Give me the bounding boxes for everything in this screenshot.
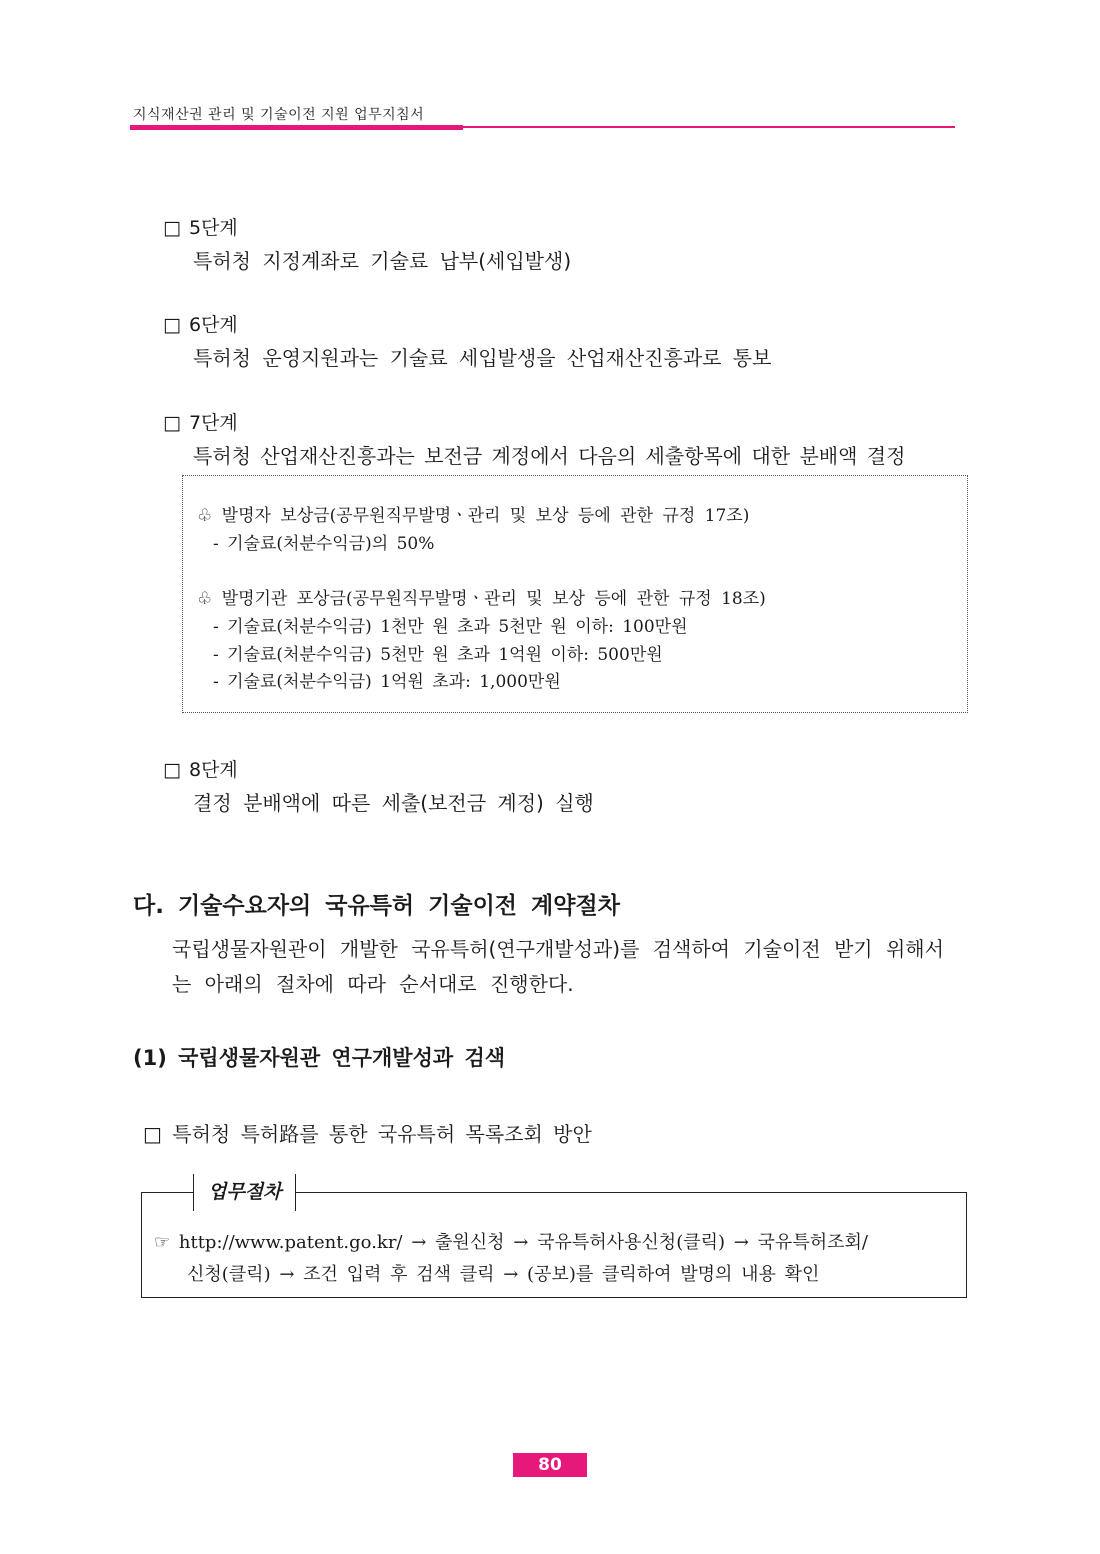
header-rule-accent <box>130 125 463 130</box>
checkbox-icon: □ <box>163 314 181 336</box>
step-8-description: 결정 분배액에 따른 세출(보전금 계정) 실행 <box>193 791 594 815</box>
section-title: 다. 기술수요자의 국유특허 기술이전 계약절차 <box>133 893 620 919</box>
step-7-description: 특허청 산업재산진흥과는 보전금 계정에서 다음의 세출항목에 대한 분배액 결정 <box>193 444 906 468</box>
checkbox-icon: □ <box>163 759 181 781</box>
club-icon: ♧ <box>197 506 213 526</box>
note-item: - 기술료(처분수익금)의 50% <box>213 534 435 554</box>
checkbox-icon: □ <box>143 1122 162 1146</box>
section-paragraph-line1: 국립생물자원관이 개발한 국유특허(연구개발성과)를 검색하여 기술이전 받기 위해서 <box>172 937 944 961</box>
section-paragraph-line2: 는 아래의 절차에 따라 순서대로 진행한다. <box>172 972 574 996</box>
step-6-label: □ 6단계 <box>163 314 238 336</box>
note-item: - 기술료(처분수익금) 5천만 원 초과 1억원 이하: 500만원 <box>213 645 663 665</box>
procedure-line1: ☞ http://www.patent.go.kr/ → 출원신청 → 국유특허사용신청(클릭) → 국유특허조회/ <box>154 1232 868 1253</box>
check-item: □ 특허청 특허路를 통한 국유특허 목록조회 방안 <box>143 1122 592 1146</box>
note-item: - 기술료(처분수익금) 1억원 초과: 1,000만원 <box>213 672 561 692</box>
subsection-title: (1) 국립생물자원관 연구개발성과 검색 <box>133 1046 506 1070</box>
step-8-label: □ 8단계 <box>163 759 238 781</box>
running-header: 지식재산권 관리 및 기술이전 지원 업무지침서 <box>133 107 425 123</box>
note-heading-institution: ♧ 발명기관 포상금(공무원직무발명ㆍ관리 및 보상 등에 관한 규정 18조) <box>197 589 766 609</box>
note-item: - 기술료(처분수익금) 1천만 원 초과 5천만 원 이하: 100만원 <box>213 617 688 637</box>
step-7-label: □ 7단계 <box>163 412 238 434</box>
checkbox-icon: □ <box>163 217 181 239</box>
procedure-tab-label: 업무절차 <box>193 1174 296 1211</box>
step-5-description: 특허청 지정계좌로 기술료 납부(세입발생) <box>193 249 572 273</box>
checkbox-icon: □ <box>163 412 181 434</box>
page-number: 80 <box>513 1453 587 1477</box>
pointing-hand-icon: ☞ <box>154 1232 171 1253</box>
note-heading-inventor: ♧ 발명자 보상금(공무원직무발명ㆍ관리 및 보상 등에 관한 규정 17조) <box>197 506 750 526</box>
club-icon: ♧ <box>197 589 213 609</box>
step-6-description: 특허청 운영지원과는 기술료 세입발생을 산업재산진흥과로 통보 <box>193 346 772 370</box>
step-5-label: □ 5단계 <box>163 217 238 239</box>
procedure-line2: 신청(클릭) → 조건 입력 후 검색 클릭 → (공보)를 클릭하여 발명의 내용 확인 <box>187 1264 820 1285</box>
